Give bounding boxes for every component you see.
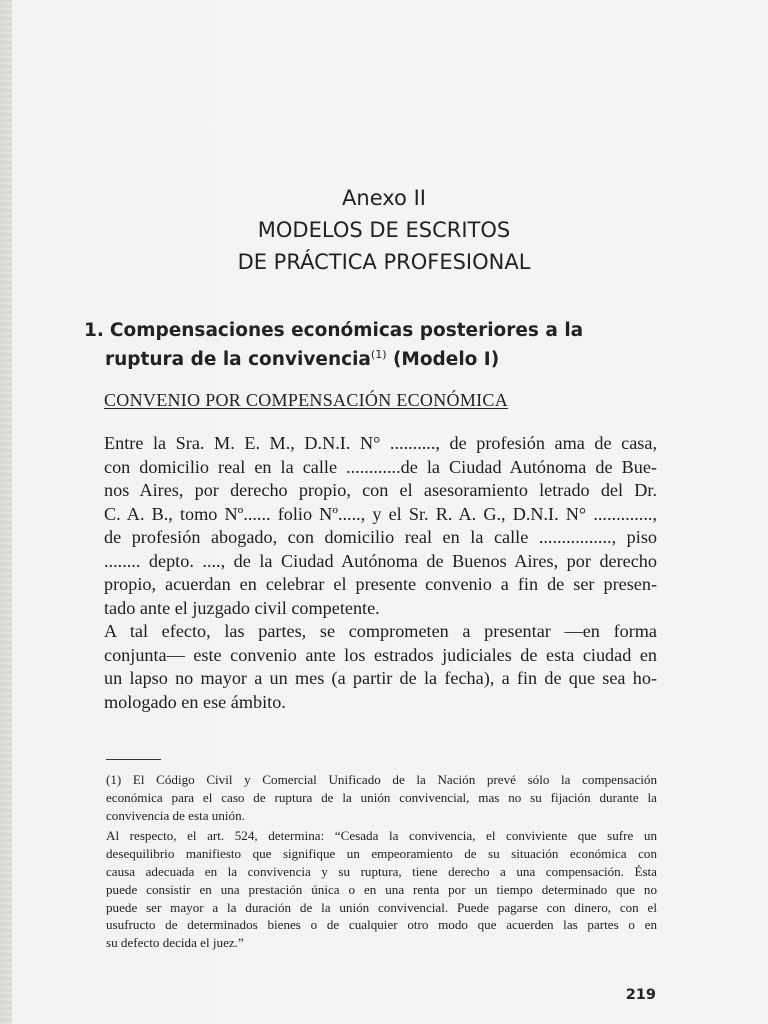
footnote-1-line: económica para el caso de ruptura de la unión convivencial, mas no su fijación durante la	[106, 789, 657, 805]
paragraph-1-line: propio, acuerdan en celebrar el presente convenio a fin de ser presen-	[104, 574, 657, 594]
page-binding-edge	[0, 0, 12, 1024]
paragraph-1-line: de profesión abogado, con domicilio real en la calle ................, piso	[104, 527, 657, 547]
footnote-1-line: convivencia de esta unión.	[106, 807, 245, 823]
paragraph-1-line: C. A. B., tomo Nº...... folio Nº....., y el Sr. R. A. G., D.N.I. N° .............,	[104, 503, 657, 524]
paragraph-1-line: Entre la Sra. M. E. M., D.N.I. N° .........., de profesión ama de casa,	[104, 433, 657, 453]
footnote-1	[106, 771, 657, 824]
paragraph-1-line: nos Aires, por derecho propio, con el asesoramiento letrado del Dr.	[104, 480, 657, 500]
paragraph-2-line: conjunta— este convenio ante los estrados judiciales de esta ciudad en	[104, 644, 657, 665]
footnote-2-line: Al respecto, el art. 524, determina: “Cesada la convivencia, el conviviente que sufre un	[106, 828, 657, 844]
page-number: 219	[625, 987, 656, 1003]
paragraph-1-line: tado ante el juzgado civil competente.	[104, 597, 380, 618]
footnote-separator	[106, 759, 161, 760]
paragraph-1-line: ........ depto. ...., de la Ciudad Autónoma de Buenos Aires, por derecho	[104, 550, 657, 571]
section-number: 1.	[84, 320, 104, 341]
agreement-subtitle: CONVENIO POR COMPENSACIÓN ECONÓMICA	[104, 390, 509, 410]
paragraph-1	[104, 432, 657, 620]
annex-label: Anexo II	[342, 186, 426, 210]
footnote-1-continuation	[106, 827, 657, 952]
paragraph-2-line: un lapso no mayor a un mes (a partir de la fecha), a fin de que sea ho-	[104, 668, 657, 688]
body-text	[104, 432, 657, 714]
footnotes	[106, 771, 657, 952]
annex-title-line1: MODELOS DE ESCRITOS	[257, 218, 511, 242]
section-title-text2: ruptura de la convivencia	[105, 349, 371, 370]
paragraph-2-line: A tal efecto, las partes, se comprometen a presentar —en forma	[104, 621, 657, 641]
section-title	[84, 316, 644, 374]
footnote-2-line: puede ser mayor a la duración de la unión convivencial. Puede pagarse con dinero, con el	[106, 899, 657, 915]
footnote-2-line: usufructo de determinados bienes o de cualquier otro modo que acuerden las partes o en	[106, 917, 657, 933]
footnote-2-line: puede consistir en una prestación única o en una renta por un tiempo determinado que no	[106, 881, 657, 897]
paragraph-1-line: con domicilio real en la calle ............de la Ciudad Autónoma de Bue-	[104, 456, 657, 477]
section-title-text1: Compensaciones económicas posteriores a la	[109, 320, 584, 341]
paragraph-2-line: mologado en ese ámbito.	[104, 691, 286, 712]
annex-title-line2: DE PRÁCTICA PROFESIONAL	[237, 250, 531, 274]
footnote-2-line: su defecto decida el juez.”	[106, 935, 244, 951]
annex-heading	[0, 182, 768, 278]
section-title-line2	[84, 345, 644, 374]
section-title-line1	[84, 316, 644, 345]
footnote-2-line: desequilibrio manifiesto que signifique un empeoramiento de su situación económica con	[106, 846, 657, 862]
footnote-2-line: causa adecuada en la convivencia y su ruptura, tiene derecho a una compensación. Ésta	[106, 863, 657, 879]
footnote-1-line: (1) El Código Civil y Comercial Unificado de la Nación prevé sólo la compensación	[106, 772, 657, 787]
footnote-reference[interactable]: (1)	[370, 348, 387, 361]
paragraph-2	[104, 620, 657, 714]
section-title-suffix: (Modelo I)	[386, 349, 500, 370]
